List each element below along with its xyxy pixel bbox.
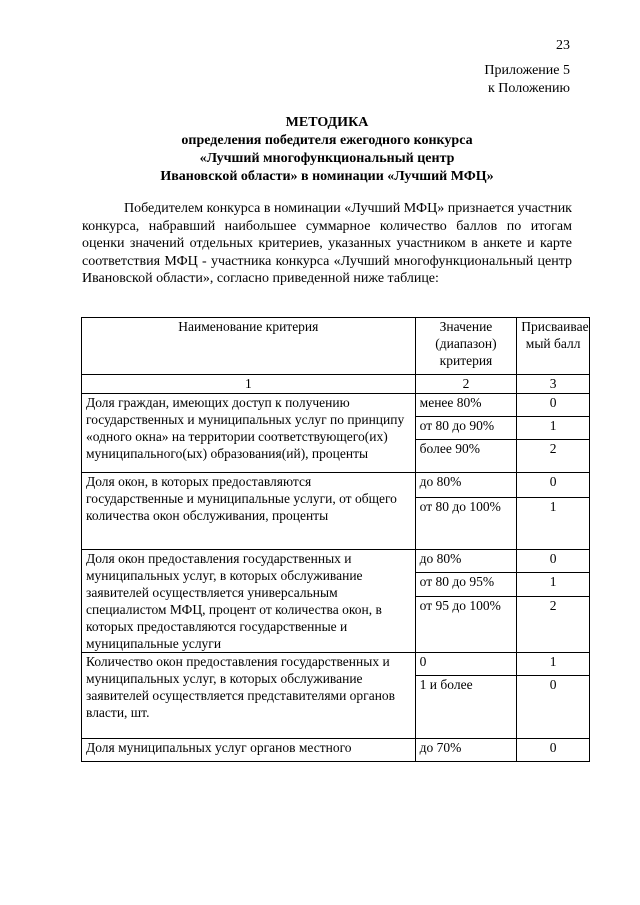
criterion-4: Количество окон предоставления государственных и муниципальных услуг, в которых обслуживание заявителей осуществляется представителями органов власти, шт. [82, 653, 416, 739]
title-line-1: МЕТОДИКА [285, 115, 369, 130]
criterion-5-score-1: 0 [517, 739, 590, 762]
table-row [82, 550, 590, 573]
criterion-2-value-1: до 80% [415, 473, 517, 498]
criterion-4-value-1: 0 [415, 653, 517, 676]
document-title [82, 114, 572, 186]
header-score: Присваивае мый балл [517, 318, 590, 375]
criterion-5: Доля муниципальных услуг органов местного [82, 739, 416, 762]
criterion-1-value-2: от 80 до 90% [415, 417, 517, 440]
criterion-3-score-2: 1 [517, 573, 590, 596]
header-value: Значение (диапазон) критерия [415, 318, 517, 375]
table-row [82, 653, 590, 676]
criterion-1-score-3: 2 [517, 440, 590, 473]
table-header-row [82, 318, 590, 375]
appendix-reference [484, 62, 570, 98]
criterion-4-score-2: 0 [517, 676, 590, 739]
criterion-3-value-3: от 95 до 100% [415, 596, 517, 652]
intro-paragraph: Победителем конкурса в номинации «Лучший МФЦ» признается участник конкурса, набравший наибольшее суммарное количество баллов по итогам оценки значений отдельных критериев, указанных участником в анкете и карте соответствия МФЦ - участника конкурса «Лучший многофункциональный центр Ивановской области», согласно приведенной ниже таблице: [82, 201, 572, 286]
criteria-table [81, 317, 590, 762]
criterion-3-score-3: 2 [517, 596, 590, 652]
criterion-1-score-2: 1 [517, 417, 590, 440]
title-line-2: определения победителя ежегодного конкурса [181, 133, 473, 148]
appendix-line-1: Приложение 5 [484, 63, 570, 78]
criterion-3: Доля окон предоставления государственных и муниципальных услуг, в которых обслуживание заявителей осуществляется универсальным специалистом МФЦ, процент от количества окон, в которых предоставляются государственные и муниципальные услуги [82, 550, 416, 653]
criterion-3-value-2: от 80 до 95% [415, 573, 517, 596]
table-row [82, 739, 590, 762]
criterion-3-score-1: 0 [517, 550, 590, 573]
criterion-4-score-1: 1 [517, 653, 590, 676]
title-line-4: Ивановской области» в номинации «Лучший МФЦ» [160, 169, 494, 184]
criterion-2-value-2: от 80 до 100% [415, 498, 517, 550]
header-criterion: Наименование критерия [82, 318, 416, 375]
criterion-5-value-1: до 70% [415, 739, 517, 762]
criterion-2: Доля окон, в которых предоставляются государственные и муниципальные услуги, от общего количества окон обслуживания, проценты [82, 473, 416, 550]
criterion-1-value-3: более 90% [415, 440, 517, 473]
table-row [82, 394, 590, 417]
page-number: 23 [556, 38, 570, 53]
table-number-row [82, 375, 590, 394]
criterion-1-value-1: менее 80% [415, 394, 517, 417]
column-number-1: 1 [82, 375, 416, 394]
criterion-2-score-2: 1 [517, 498, 590, 550]
column-number-2: 2 [415, 375, 517, 394]
column-number-3: 3 [517, 375, 590, 394]
criterion-1: Доля граждан, имеющих доступ к получению государственных и муниципальных услуг по принципу «одного окна» на территории соответствующего(их) муниципального(ых) образования(ий), проценты [82, 394, 416, 473]
table-row [82, 473, 590, 498]
criterion-2-score-1: 0 [517, 473, 590, 498]
appendix-line-2: к Положению [487, 81, 570, 96]
title-line-3: «Лучший многофункциональный центр [199, 151, 455, 166]
criterion-1-score-1: 0 [517, 394, 590, 417]
criterion-3-value-1: до 80% [415, 550, 517, 573]
criterion-4-value-2: 1 и более [415, 676, 517, 739]
